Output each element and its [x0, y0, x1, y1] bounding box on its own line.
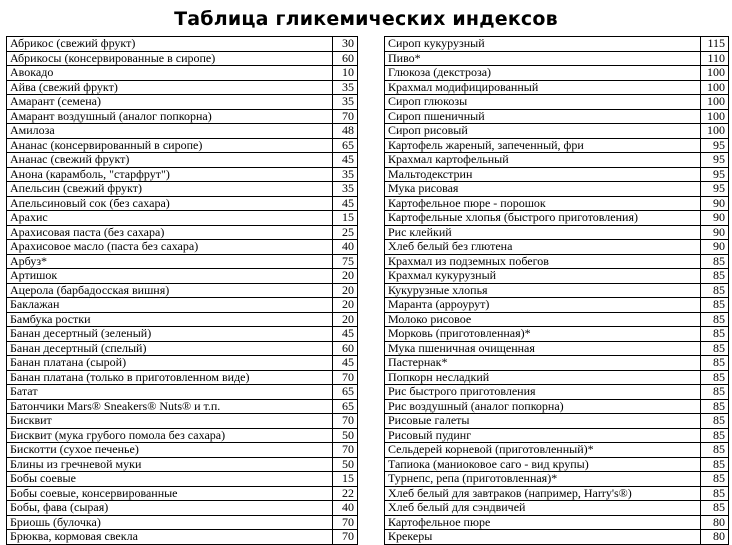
gi-value-cell: 35: [333, 95, 358, 110]
food-name-cell: Рисовые галеты: [385, 414, 701, 429]
food-name-cell: Банан платана (только в приготовленном виде): [7, 370, 333, 385]
table-row: [7, 443, 358, 458]
table-row: [7, 66, 358, 81]
table-row: [7, 356, 358, 371]
table-row: [385, 37, 729, 52]
table-row: [385, 51, 729, 66]
gi-value-cell: 25: [333, 225, 358, 240]
food-name-cell: Арахисовое масло (паста без сахара): [7, 240, 333, 255]
table-row: [7, 341, 358, 356]
table-row: [7, 414, 358, 429]
food-name-cell: Банан платана (сырой): [7, 356, 333, 371]
food-name-cell: Сироп кукурузный: [385, 37, 701, 52]
gi-value-cell: 85: [701, 341, 729, 356]
food-name-cell: Бобы соевые, консервированные: [7, 486, 333, 501]
food-name-cell: Ацерола (барбадосская вишня): [7, 283, 333, 298]
gi-value-cell: 50: [333, 457, 358, 472]
table-row: [385, 109, 729, 124]
gi-value-cell: 85: [701, 385, 729, 400]
gi-value-cell: 85: [701, 443, 729, 458]
table-row: [385, 501, 729, 516]
food-name-cell: Маранта (арроурут): [385, 298, 701, 313]
table-row: [385, 269, 729, 284]
table-row: [385, 472, 729, 487]
gi-value-cell: 20: [333, 269, 358, 284]
table-row: [385, 124, 729, 139]
table-row: [7, 472, 358, 487]
gi-value-cell: 70: [333, 109, 358, 124]
food-name-cell: Бобы соевые: [7, 472, 333, 487]
gi-value-cell: 85: [701, 356, 729, 371]
table-row: [385, 182, 729, 197]
gi-value-cell: 110: [701, 51, 729, 66]
table-row: [385, 167, 729, 182]
food-name-cell: Морковь (приготовленная)*: [385, 327, 701, 342]
gi-value-cell: 85: [701, 254, 729, 269]
table-row: [7, 385, 358, 400]
gi-value-cell: 95: [701, 138, 729, 153]
food-name-cell: Пиво*: [385, 51, 701, 66]
food-name-cell: Крахмал кукурузный: [385, 269, 701, 284]
table-row: [7, 428, 358, 443]
food-name-cell: Молоко рисовое: [385, 312, 701, 327]
table-row: [7, 283, 358, 298]
table-row: [385, 515, 729, 530]
food-name-cell: Амилоза: [7, 124, 333, 139]
food-name-cell: Мука пшеничная очищенная: [385, 341, 701, 356]
gi-value-cell: 80: [701, 530, 729, 545]
gi-value-cell: 85: [701, 501, 729, 516]
food-name-cell: Картофельное пюре - порошок: [385, 196, 701, 211]
gi-value-cell: 65: [333, 385, 358, 400]
table-row: [385, 443, 729, 458]
gi-value-cell: 70: [333, 443, 358, 458]
food-name-cell: Арахис: [7, 211, 333, 226]
table-row: [385, 370, 729, 385]
gi-value-cell: 60: [333, 51, 358, 66]
food-name-cell: Сироп пшеничный: [385, 109, 701, 124]
food-name-cell: Артишок: [7, 269, 333, 284]
gi-value-cell: 40: [333, 240, 358, 255]
gi-value-cell: 100: [701, 80, 729, 95]
table-row: [7, 211, 358, 226]
food-name-cell: Апельсиновый сок (без сахара): [7, 196, 333, 211]
food-name-cell: Амарант воздушный (аналог попкорна): [7, 109, 333, 124]
gi-value-cell: 35: [333, 182, 358, 197]
food-name-cell: Кукурузные хлопья: [385, 283, 701, 298]
gi-value-cell: 80: [701, 515, 729, 530]
food-name-cell: Картофельное пюре: [385, 515, 701, 530]
food-name-cell: Батат: [7, 385, 333, 400]
gi-value-cell: 10: [333, 66, 358, 81]
food-name-cell: Амарант (семена): [7, 95, 333, 110]
table-row: [385, 66, 729, 81]
food-name-cell: Бискотти (сухое печенье): [7, 443, 333, 458]
food-name-cell: Батончики Mars® Sneakers® Nuts® и т.п.: [7, 399, 333, 414]
food-name-cell: Мука рисовая: [385, 182, 701, 197]
gi-value-cell: 90: [701, 240, 729, 255]
food-name-cell: Апельсин (свежий фрукт): [7, 182, 333, 197]
food-name-cell: Авокадо: [7, 66, 333, 81]
food-name-cell: Попкорн несладкий: [385, 370, 701, 385]
gi-value-cell: 15: [333, 472, 358, 487]
gi-value-cell: 85: [701, 298, 729, 313]
gi-value-cell: 85: [701, 457, 729, 472]
table-row: [385, 312, 729, 327]
table-row: [7, 37, 358, 52]
table-row: [7, 225, 358, 240]
table-row: [7, 240, 358, 255]
gi-value-cell: 85: [701, 428, 729, 443]
gi-value-cell: 85: [701, 370, 729, 385]
gi-value-cell: 70: [333, 515, 358, 530]
table-row: [7, 95, 358, 110]
gi-value-cell: 45: [333, 356, 358, 371]
food-name-cell: Арбуз*: [7, 254, 333, 269]
gi-value-cell: 90: [701, 225, 729, 240]
table-row: [385, 486, 729, 501]
gi-value-cell: 65: [333, 138, 358, 153]
table-row: [7, 486, 358, 501]
table-row: [7, 370, 358, 385]
food-name-cell: Пастернак*: [385, 356, 701, 371]
food-name-cell: Арахисовая паста (без сахара): [7, 225, 333, 240]
gi-value-cell: 85: [701, 472, 729, 487]
food-name-cell: Бисквит (мука грубого помола без сахара): [7, 428, 333, 443]
table-row: [7, 298, 358, 313]
food-name-cell: Мальтодекстрин: [385, 167, 701, 182]
gi-value-cell: 90: [701, 211, 729, 226]
table-row: [385, 414, 729, 429]
table-row: [7, 254, 358, 269]
table-row: [385, 138, 729, 153]
food-name-cell: Сироп глюкозы: [385, 95, 701, 110]
food-name-cell: Ананас (свежий фрукт): [7, 153, 333, 168]
food-name-cell: Сельдерей корневой (приготовленный)*: [385, 443, 701, 458]
table-row: [385, 196, 729, 211]
gi-value-cell: 85: [701, 283, 729, 298]
table-row: [385, 457, 729, 472]
table-row: [7, 501, 358, 516]
gi-value-cell: 70: [333, 370, 358, 385]
gi-value-cell: 45: [333, 327, 358, 342]
gi-value-cell: 85: [701, 399, 729, 414]
food-name-cell: Турнепс, репа (приготовленная)*: [385, 472, 701, 487]
food-name-cell: Крекеры: [385, 530, 701, 545]
food-name-cell: Крахмал картофельный: [385, 153, 701, 168]
gi-value-cell: 60: [333, 341, 358, 356]
table-row: [385, 428, 729, 443]
food-name-cell: Крахмал из подземных побегов: [385, 254, 701, 269]
table-row: [7, 80, 358, 95]
gi-table-left: [6, 36, 358, 545]
food-name-cell: Хлеб белый для сэндвичей: [385, 501, 701, 516]
food-name-cell: Картофель жареный, запеченный, фри: [385, 138, 701, 153]
table-row: [7, 312, 358, 327]
table-row: [7, 196, 358, 211]
gi-value-cell: 50: [333, 428, 358, 443]
table-row: [385, 327, 729, 342]
table-row: [385, 95, 729, 110]
food-name-cell: Сироп рисовый: [385, 124, 701, 139]
table-row: [385, 283, 729, 298]
food-name-cell: Бриошь (булочка): [7, 515, 333, 530]
gi-value-cell: 95: [701, 167, 729, 182]
page-title: Таблица гликемических индексов: [174, 8, 558, 30]
gi-value-cell: 48: [333, 124, 358, 139]
table-row: [7, 457, 358, 472]
gi-value-cell: 15: [333, 211, 358, 226]
gi-value-cell: 20: [333, 283, 358, 298]
table-row: [385, 385, 729, 400]
table-row: [385, 80, 729, 95]
food-name-cell: Банан десертный (спелый): [7, 341, 333, 356]
table-row: [7, 327, 358, 342]
table-row: [7, 167, 358, 182]
table-row: [385, 341, 729, 356]
gi-value-cell: 65: [333, 399, 358, 414]
table-row: [385, 153, 729, 168]
food-name-cell: Ананас (консервированный в сиропе): [7, 138, 333, 153]
gi-value-cell: 100: [701, 109, 729, 124]
gi-value-cell: 100: [701, 66, 729, 81]
gi-value-cell: 95: [701, 153, 729, 168]
food-name-cell: Картофельные хлопья (быстрого приготовления): [385, 211, 701, 226]
gi-value-cell: 45: [333, 153, 358, 168]
gi-value-cell: 35: [333, 80, 358, 95]
gi-value-cell: 85: [701, 414, 729, 429]
food-name-cell: Рис клейкий: [385, 225, 701, 240]
gi-value-cell: 22: [333, 486, 358, 501]
food-name-cell: Глюкоза (декстроза): [385, 66, 701, 81]
gi-value-cell: 95: [701, 182, 729, 197]
table-row: [7, 269, 358, 284]
gi-value-cell: 20: [333, 312, 358, 327]
food-name-cell: Рисовый пудинг: [385, 428, 701, 443]
gi-value-cell: 30: [333, 37, 358, 52]
table-row: [385, 254, 729, 269]
gi-value-cell: 85: [701, 327, 729, 342]
table-row: [385, 211, 729, 226]
food-name-cell: Абрикосы (консервированные в сиропе): [7, 51, 333, 66]
food-name-cell: Тапиока (маниоковое саго - вид крупы): [385, 457, 701, 472]
gi-value-cell: 100: [701, 124, 729, 139]
table-row: [385, 399, 729, 414]
gi-value-cell: 85: [701, 269, 729, 284]
table-row: [385, 298, 729, 313]
food-name-cell: Бобы, фава (сырая): [7, 501, 333, 516]
gi-value-cell: 115: [701, 37, 729, 52]
food-name-cell: Анона (карамболь, "старфрут"): [7, 167, 333, 182]
food-name-cell: Брюква, кормовая свекла: [7, 530, 333, 545]
table-row: [7, 153, 358, 168]
gi-value-cell: 85: [701, 486, 729, 501]
food-name-cell: Блины из гречневой муки: [7, 457, 333, 472]
food-name-cell: Абрикос (свежий фрукт): [7, 37, 333, 52]
table-row: [7, 51, 358, 66]
table-row: [7, 515, 358, 530]
gi-value-cell: 40: [333, 501, 358, 516]
gi-value-cell: 90: [701, 196, 729, 211]
table-row: [385, 240, 729, 255]
gi-value-cell: 45: [333, 196, 358, 211]
gi-value-cell: 85: [701, 312, 729, 327]
table-row: [7, 138, 358, 153]
gi-value-cell: 70: [333, 530, 358, 545]
table-row: [7, 182, 358, 197]
food-name-cell: Банан десертный (зеленый): [7, 327, 333, 342]
table-row: [385, 356, 729, 371]
food-name-cell: Рис воздушный (аналог попкорна): [385, 399, 701, 414]
food-name-cell: Баклажан: [7, 298, 333, 313]
food-name-cell: Рис быстрого приготовления: [385, 385, 701, 400]
food-name-cell: Бисквит: [7, 414, 333, 429]
gi-table-right: [384, 36, 729, 545]
food-name-cell: Айва (свежий фрукт): [7, 80, 333, 95]
gi-value-cell: 70: [333, 414, 358, 429]
food-name-cell: Бамбука ростки: [7, 312, 333, 327]
table-row: [7, 109, 358, 124]
gi-value-cell: 35: [333, 167, 358, 182]
gi-value-cell: 20: [333, 298, 358, 313]
food-name-cell: Хлеб белый без глютена: [385, 240, 701, 255]
food-name-cell: Хлеб белый для завтраков (например, Harry's®): [385, 486, 701, 501]
gi-value-cell: 100: [701, 95, 729, 110]
gi-value-cell: 75: [333, 254, 358, 269]
table-row: [7, 399, 358, 414]
food-name-cell: Крахмал модифицированный: [385, 80, 701, 95]
table-row: [7, 124, 358, 139]
table-row: [385, 225, 729, 240]
